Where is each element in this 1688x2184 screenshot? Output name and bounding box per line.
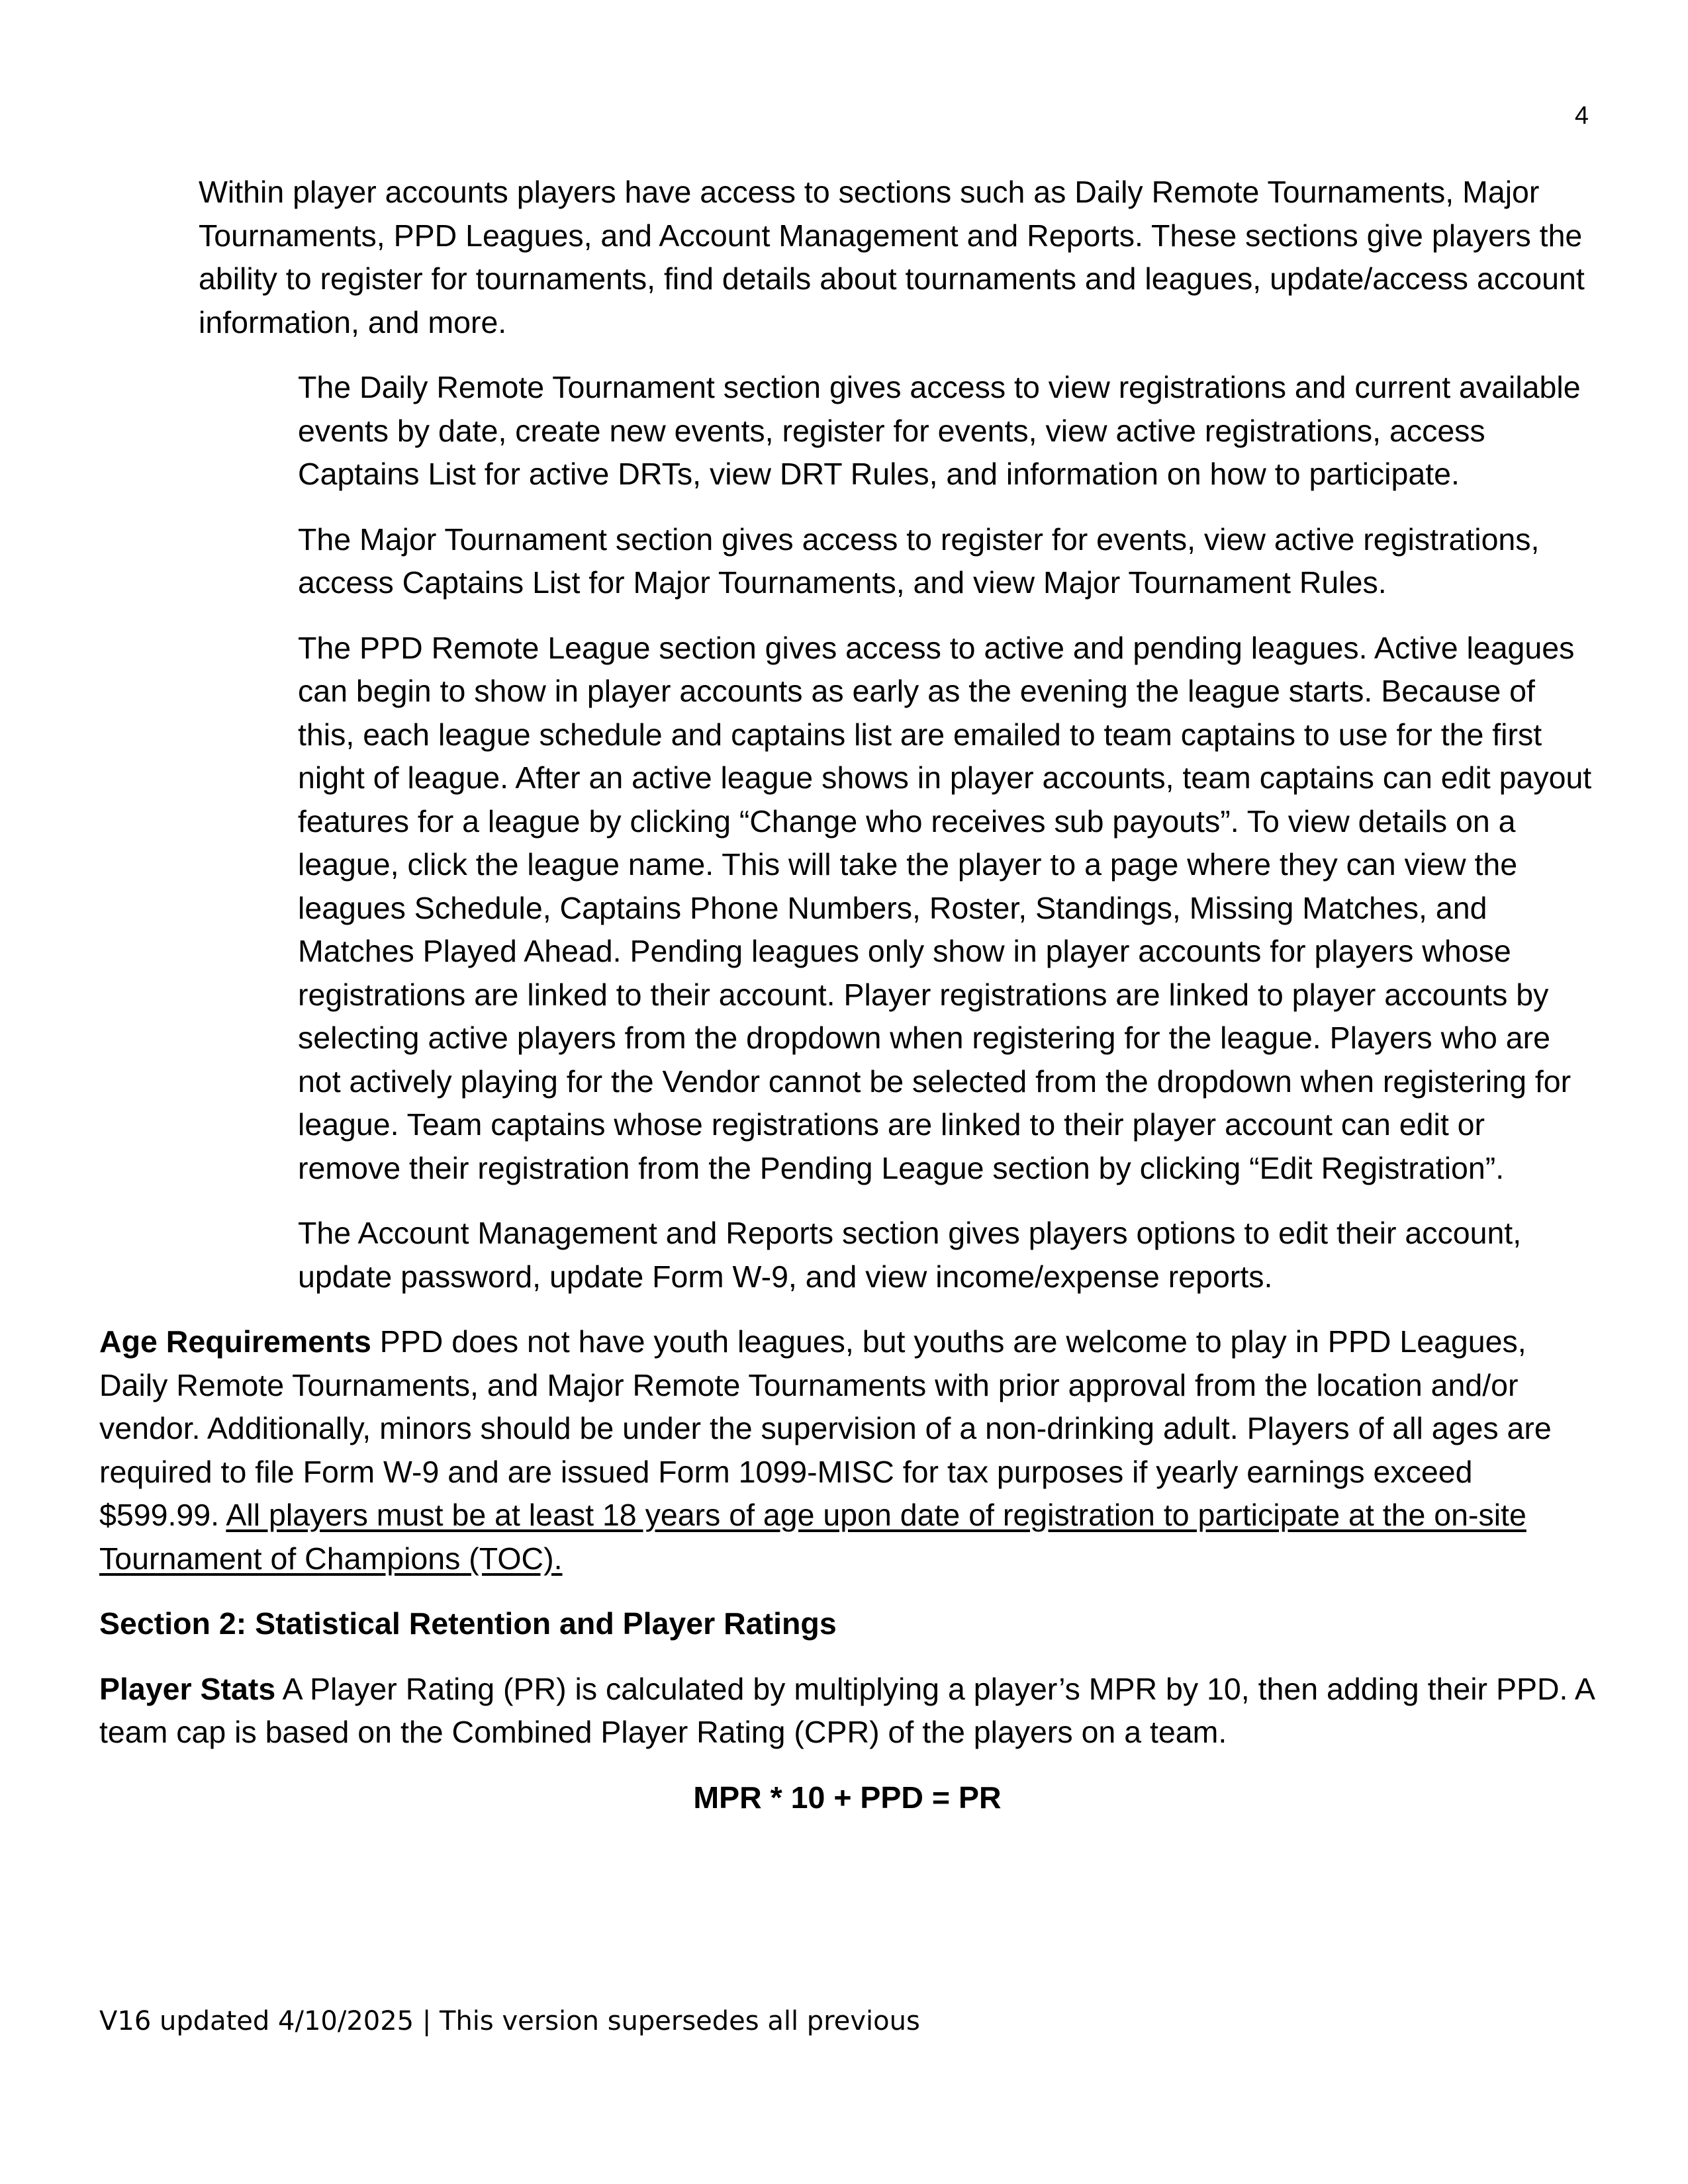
document-body xyxy=(99,171,1595,1841)
player-stats-paragraph xyxy=(99,1668,1595,1754)
player-rating-formula: MPR * 10 + PPD = PR xyxy=(693,1780,1002,1815)
player-stats-heading: Player Stats xyxy=(99,1671,276,1706)
page-number: 4 xyxy=(1574,102,1589,130)
account-section-paragraph: The Account Management and Reports section gives players options to edit their account, update password, update Form W-9, and view income/expense reports. xyxy=(298,1216,1522,1294)
page-footer: V16 updated 4/10/2025 | This version supersedes all previous xyxy=(99,2006,920,2036)
intro-paragraph: Within player accounts players have access to sections such as Daily Remote Tournaments, Major Tournaments, PPD Leagues, and Account Management and Reports. These sections give players the ability to register for tournaments, find details about tournaments and leagues, update/access account information, and more. xyxy=(199,175,1585,340)
age-requirements-toc-note: All players must be at least 18 years of age upon date of registration to participate at the on-site Tournament of Champions (TOC). xyxy=(99,1498,1526,1576)
league-section-paragraph: The PPD Remote League section gives access to active and pending leagues. Active leagues can begin to show in player accounts as early as the evening the league starts. Because of this, each league schedule and captains list are emailed to team captains to use for the first night of league. After an active league shows in player accounts, team captains can edit payout features for a league by clicking “Change who receives sub payouts”. To view details on a league, click the league name. This will take the player to a page where they can view the leagues Schedule, Captains Phone Numbers, Roster, Standings, Missing Matches, and Matches Played Ahead. Pending leagues only show in player accounts for players whose registrations are linked to their account. Player registrations are linked to player accounts by selecting active players from the dropdown when registering for the league. Players who are not actively playing for the Vendor cannot be selected from the dropdown when registering for league. Team captains whose registrations are linked to their player account can edit or remove their registration from the Pending League section by clicking “Edit Registration”. xyxy=(298,630,1592,1185)
age-requirements-paragraph xyxy=(99,1320,1595,1580)
section-2-heading: Section 2: Statistical Retention and Player Ratings xyxy=(99,1606,837,1641)
drt-section-paragraph: The Daily Remote Tournament section gives access to view registrations and current available events by date, create new events, register for events, view active registrations, access Captains List for active DRTs, view DRT Rules, and information on how to participate. xyxy=(298,370,1581,491)
player-stats-text: A Player Rating (PR) is calculated by multiplying a player’s MPR by 10, then adding their PPD. A team cap is based on the Combined Player Rating (CPR) of the players on a team. xyxy=(99,1671,1594,1749)
major-section-paragraph: The Major Tournament section gives access to register for events, view active registrations, access Captains List for Major Tournaments, and view Major Tournament Rules. xyxy=(298,522,1540,600)
age-requirements-text: PPD does not have youth leagues, but youths are welcome to play in PPD Leagues, Daily Remote Tournaments, and Major Remote Tournaments with prior approval from the location and/or vendor. Additionally, minors should be under the supervision of a non-drinking adult. Players of all ages are required to file Form W-9 and are issued Form 1099-MISC for tax purposes if yearly earnings exceed $599.99. xyxy=(99,1324,1552,1532)
age-requirements-heading: Age Requirements xyxy=(99,1324,371,1359)
